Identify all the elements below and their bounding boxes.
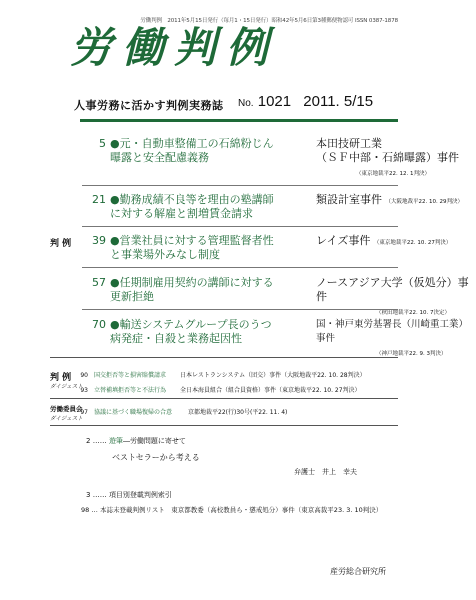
digest-topic: 立替補填拒否等と不法行為 (94, 387, 167, 394)
section-divider (50, 357, 398, 358)
article-page: 70 (92, 318, 106, 331)
article-court: （神戸地裁平22. 9. 3判決） (376, 351, 447, 357)
issue-number: 1021 (257, 93, 292, 110)
divider (82, 267, 398, 268)
bullet-icon: ● (110, 193, 120, 206)
article-page: 39 (92, 234, 106, 247)
bullet-icon: ● (110, 137, 120, 150)
divider (82, 226, 398, 227)
contents-item-list[interactable]: 98 … 本誌未登載判例リスト 東京都教委（高校教員ら・懲戒処分）事件（東京高裁平23. 3. 10判決） (81, 506, 383, 514)
article-court: （東京地裁平22. 12. 1判決） (356, 171, 430, 177)
article-page: 57 (92, 276, 106, 289)
contents-author: 弁護士 井上 幸夫 (294, 468, 357, 476)
issue-date: 2011. 5/15 (303, 93, 374, 110)
magazine-subtitle: 人事労務に活かす判例実務誌 (74, 99, 224, 112)
contents-essay-title: ベストセラーから考える (112, 453, 200, 462)
digest-page: 97 (80, 409, 88, 416)
divider (82, 309, 398, 310)
article-court: （秋田地裁平22. 10. 7決定） (376, 310, 450, 316)
divider (82, 185, 398, 186)
issue-no-label: No. (238, 98, 254, 109)
digest-page: 93 (80, 387, 88, 394)
contents-page: 2 (86, 437, 91, 445)
article-title: ●勤務成績不良等を理由の塾講師 に対する解雇と割増賃金請求 (110, 193, 274, 220)
article-case: 本田技研工業 （ＳＦ中部・石綿曝露）事件 （東京地裁平22. 12. 1判決） (316, 137, 459, 177)
digest-item[interactable] (72, 407, 287, 416)
article-case: 類設計室事件 （大阪地裁平22. 10. 29判決） (316, 193, 463, 206)
article-court: （大阪地裁平22. 10. 29判決） (385, 199, 463, 205)
article-title: ●営業社員に対する管理監督者性 と事業場外みなし制度 (110, 234, 274, 261)
digest-item[interactable] (72, 370, 366, 379)
magazine-title: 労働判例 (70, 23, 279, 72)
contents-page: 98 (81, 506, 90, 514)
article-court: （東京地裁平22. 10. 27判決） (373, 240, 452, 246)
contents-tag: 遊筆 (108, 437, 123, 445)
contents-item-essay[interactable]: 2 …… 遊筆―労働問題に寄せて (86, 437, 186, 445)
digest-topic: 国交拒否等と損害賠償請求 (94, 372, 167, 379)
digest-page: 90 (80, 372, 88, 379)
contents-item-index[interactable]: 3 …… 項目別登載判例索引 (86, 491, 172, 499)
section-sublabel-digest: ダイジェスト (50, 384, 83, 390)
bullet-icon: ● (110, 318, 120, 331)
digest-item[interactable] (72, 385, 361, 394)
section-sublabel-meirei: ダイジェスト (50, 416, 83, 422)
digest-case: 全日本海員組合（組合員資格）事件（東京地裁平22. 10. 27判決） (180, 387, 361, 394)
article-title: ●元・自動車整備工の石綿粉じん 曝露と安全配慮義務 (110, 137, 274, 164)
header-rule (80, 119, 398, 122)
bullet-icon: ● (110, 276, 120, 289)
section-divider (50, 425, 398, 426)
digest-case: 日本レストランシステム（団交）事件（大阪地裁平22. 10. 28判決） (180, 372, 366, 379)
section-label-digest: 判 例 (50, 373, 72, 383)
article-title: ●任期制雇用契約の講師に対する 更新拒絶 (110, 276, 274, 303)
issue-info (238, 93, 373, 110)
section-label-meirei: 労働委員会 (50, 405, 83, 413)
article-title: ●輸送システムグループ長のうつ 病発症・自殺と業務起因性 (110, 318, 272, 345)
contents-page: 3 (86, 491, 91, 499)
article-page: 5 (99, 137, 106, 150)
bullet-icon: ● (110, 234, 120, 247)
article-page: 21 (92, 193, 106, 206)
article-case: レイズ事件 （東京地裁平22. 10. 27判決） (316, 234, 452, 247)
publisher-name: 産労総合研究所 (330, 567, 386, 576)
article-case: 国・神戸東労基署長（川崎重工業）事件 （神戸地裁平22. 9. 3判決） (316, 319, 469, 357)
publication-info: 労働判例 2011年5月15日発行（毎月1・15日発行）昭和42年5月6日第3種郵便物認可 ISSN 0387-1878 (140, 18, 398, 24)
article-case: ノースアジア大学（仮処分）事件 （秋田地裁平22. 10. 7決定） (316, 276, 469, 316)
digest-topic: 協議に基づく職場復帰の合意 (94, 409, 173, 416)
digest-case: 京都地裁平22(行)30号(平22. 11. 4) (188, 409, 288, 416)
section-label-hanrei: 判 例 (50, 239, 72, 249)
section-divider (50, 398, 398, 399)
